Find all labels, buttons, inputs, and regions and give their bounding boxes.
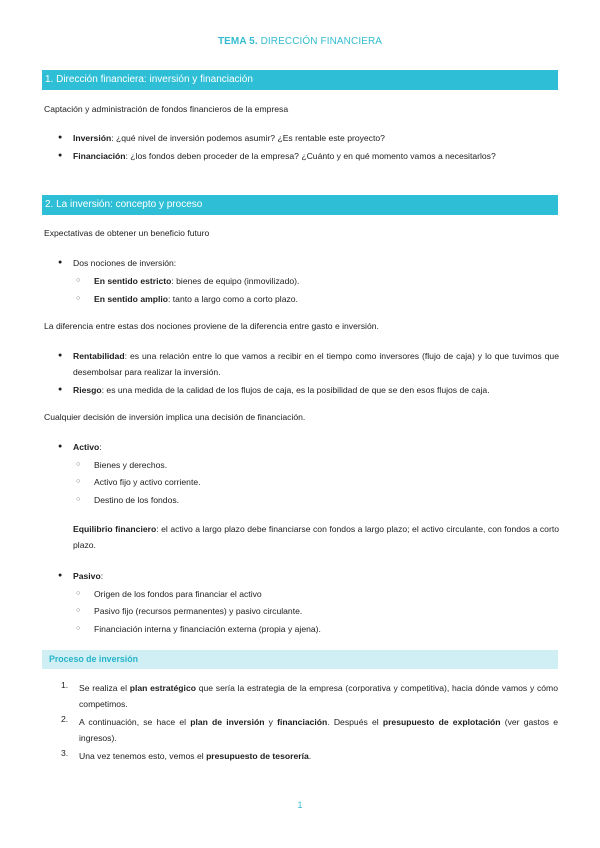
bullet-text: : ¿qué nivel de inversión podemos asumir? ¿Es rentable este proyecto? — [111, 133, 385, 143]
title-tema: TEMA 5. — [217, 36, 258, 47]
proceso-step-3 — [79, 748, 558, 764]
nociones-label: Dos nociones de inversión: — [73, 258, 177, 268]
bullet-icon: ● — [58, 572, 63, 579]
step-number: 2. — [61, 714, 69, 724]
bullet-text: : es una relación entre lo que vamos a recibir en el tiempo como inversores (flujo de caja) y lo que tuvimos que desembolsar para realizar la inversión. — [73, 351, 559, 377]
activo-item: Destino de los fondos. — [94, 495, 180, 505]
step-text: . — [308, 751, 312, 761]
step-bold: presupuesto de tesorería — [206, 751, 309, 761]
term: Pasivo — [73, 571, 101, 581]
sub-bullet-icon: ○ — [76, 277, 81, 284]
bullet-inversion — [73, 130, 559, 146]
proceso-step-2 — [79, 714, 558, 746]
bullet-icon: ● — [58, 386, 63, 393]
bullet-text: : ¿los fondos deben proceder de la empresa? ¿Cuánto y en qué momento vamos a necesitarlos? — [125, 151, 496, 161]
step-number: 1. — [61, 680, 69, 690]
step-text: . Después el — [327, 717, 383, 727]
step-number: 3. — [61, 748, 69, 758]
item-text: : bienes de equipo (inmovilizado). — [171, 276, 300, 286]
sub-bullet-icon: ○ — [76, 295, 81, 302]
term: En sentido estricto — [94, 276, 172, 286]
page-number: 1 — [297, 800, 303, 810]
item-text: : tanto a largo como a corto plazo. — [168, 294, 298, 304]
section-1-intro: Captación y administración de fondos financieros de la empresa — [44, 104, 289, 114]
sub-bullet-icon: ○ — [76, 590, 81, 597]
term: Activo — [73, 442, 100, 452]
bullet-icon: ● — [58, 259, 63, 266]
step-text: y — [264, 717, 278, 727]
decision-text: Cualquier decisión de inversión implica una decisión de financiación. — [44, 412, 306, 422]
term: Rentabilidad — [73, 351, 125, 361]
term: En sentido amplio — [94, 294, 169, 304]
pasivo-item: Financiación interna y financiación externa (propia y ajena). — [94, 624, 321, 634]
equilibrio-financiero — [73, 521, 559, 553]
suffix: : — [100, 571, 104, 581]
bullet-pasivo — [73, 568, 559, 584]
activo-item: Bienes y derechos. — [94, 460, 168, 470]
step-bold: plan estratégico — [129, 683, 196, 693]
section-2-intro: Expectativas de obtener un beneficio futuro — [44, 228, 210, 238]
bullet-icon: ● — [58, 134, 63, 141]
bullet-financiacion — [73, 148, 559, 164]
activo-item: Activo fijo y activo corriente. — [94, 477, 201, 487]
section-1-heading: 1. Dirección financiera: inversión y financiación — [42, 70, 558, 90]
page-title — [0, 36, 600, 47]
proceso-step-1 — [79, 680, 558, 712]
nocion-estricto — [94, 273, 554, 289]
nocion-amplio — [94, 291, 554, 307]
bullet-rentabilidad — [73, 348, 559, 380]
sub-bullet-icon: ○ — [76, 461, 81, 468]
bullet-icon: ● — [58, 443, 63, 450]
sub-bullet-icon: ○ — [76, 607, 81, 614]
bullet-riesgo — [73, 382, 559, 398]
bullet-text: : es una medida de la calidad de los flujos de caja, es la posibilidad de que se den esos flujos de caja. — [101, 385, 490, 395]
step-text: Una vez tenemos esto, vemos el — [79, 751, 207, 761]
term: Financiación — [73, 151, 126, 161]
pasivo-item: Origen de los fondos para financiar el activo — [94, 589, 262, 599]
term: Equilibrio financiero — [73, 524, 157, 534]
step-bold: plan de inversión — [190, 717, 265, 727]
step-text: A continuación, se hace el — [79, 717, 191, 727]
step-text: Se realiza el — [79, 683, 130, 693]
bullet-icon: ● — [58, 352, 63, 359]
step-bold: financiación — [277, 717, 328, 727]
proceso-heading: Proceso de inversión — [42, 650, 558, 669]
section-2-heading: 2. La inversión: concepto y proceso — [42, 195, 558, 215]
equilibrio-text: : el activo a largo plazo debe financiarse con fondos a largo plazo; el activo circulante, con fondos a corto plazo. — [73, 524, 559, 550]
sub-bullet-icon: ○ — [76, 478, 81, 485]
pasivo-item: Pasivo fijo (recursos permanentes) y pasivo circulante. — [94, 606, 303, 616]
step-bold: presupuesto de explotación — [382, 717, 501, 727]
sub-bullet-icon: ○ — [76, 496, 81, 503]
sub-bullet-icon: ○ — [76, 625, 81, 632]
bullet-activo — [73, 439, 559, 455]
diferencia-text: La diferencia entre estas dos nociones proviene de la diferencia entre gasto e inversión. — [44, 321, 379, 331]
term: Riesgo — [73, 385, 102, 395]
bullet-icon: ● — [58, 152, 63, 159]
suffix: : — [99, 442, 102, 452]
term: Inversión — [73, 133, 112, 143]
step-text: (ver gastos e ingresos). — [79, 717, 558, 743]
title-name: DIRECCIÓN FINANCIERA — [260, 36, 383, 47]
step-text: que sería la estrategia de la empresa (corporativa y competitiva), hacia dónde vamos y cómo competimos. — [79, 683, 558, 709]
